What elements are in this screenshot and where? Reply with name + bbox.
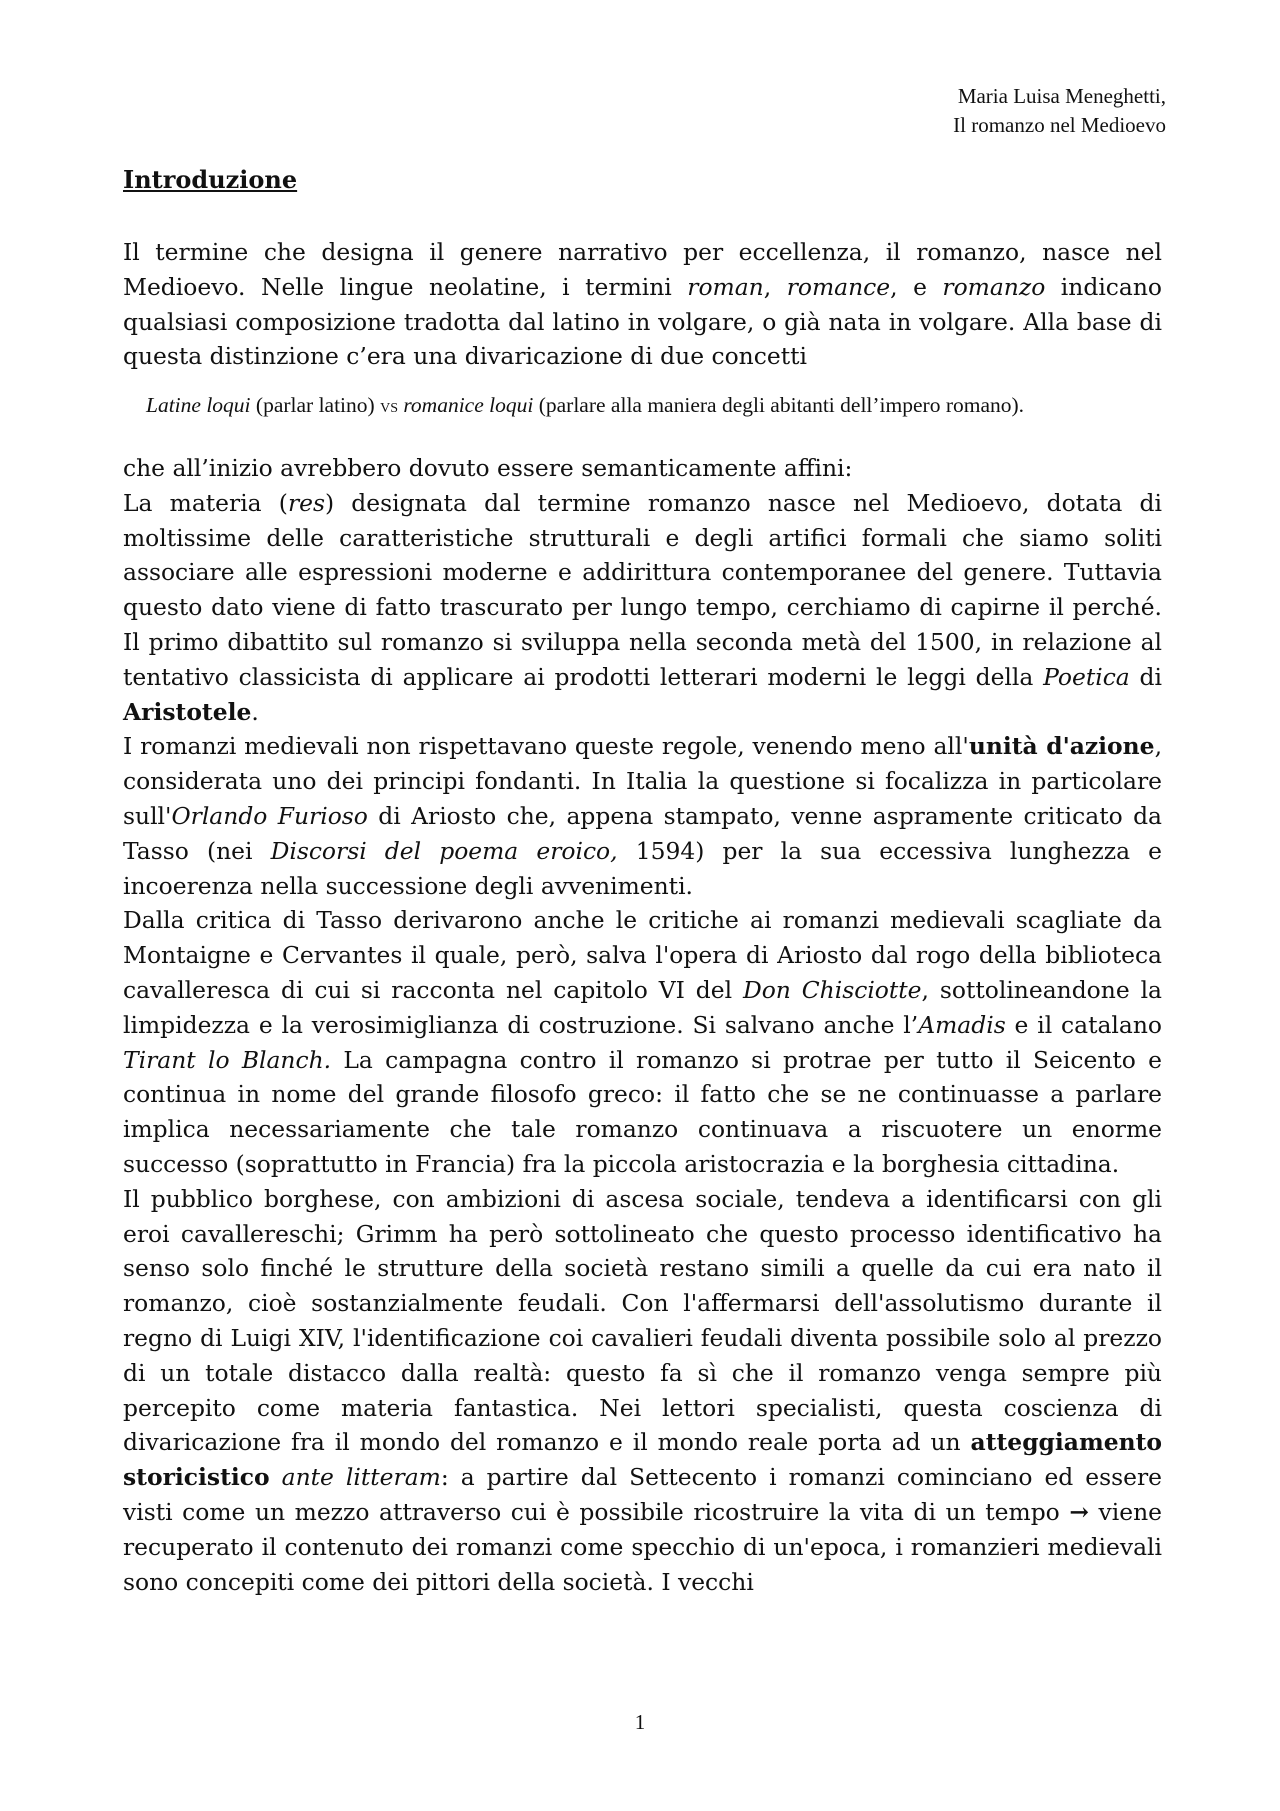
text-run: ) designata dal termine romanzo nasce nel Medioevo, dotata di moltissime delle caratteristiche strutturali e degli artifici formali che siamo soliti associare alle espressioni moderne e addirittura contemporanee del genere. Tuttavia questo dato viene di fatto trascurato per lungo tempo, cerchiamo di capirne il perché. Il primo dibattito sul romanzo si sviluppa nella seconda metà del 1500, in relazione al tentativo classicista di applicare ai prodotti letterari moderni le leggi della bbox=[123, 488, 1162, 691]
latin-term-1: Latine loqui bbox=[146, 393, 251, 417]
latin-quote bbox=[146, 390, 1186, 424]
running-header bbox=[953, 82, 1166, 140]
term-don-chisciotte: Don Chisciotte bbox=[742, 975, 922, 1004]
term-poetica: Poetica bbox=[1043, 662, 1130, 691]
intro-text: Il termine che designa il genere narrativo per eccellenza, il romanzo, nasce nel Medioevo. Nelle lingue neolatine, i termini bbox=[123, 238, 1162, 301]
term-ante-litteram: ante litteram bbox=[281, 1463, 441, 1492]
term-tirant-lo-blanch: Tirant lo Blanch. bbox=[123, 1045, 332, 1074]
text-run: I romanzi medievali non rispettavano queste regole, venendo meno all' bbox=[123, 732, 969, 761]
intro-text: , e bbox=[890, 272, 943, 301]
text-run: 1594) per la sua eccessiva lunghezza e incoerenza nella successione degli avvenimenti. bbox=[123, 836, 1162, 900]
text-run: , sottolineandone la limpidezza e la verosimiglianza di costruzione. Si salvano anche l’ bbox=[123, 975, 1163, 1039]
paragraph-dalla-critica bbox=[123, 903, 1162, 1181]
paragraph-materia bbox=[123, 486, 1162, 730]
paragraph-romanzi bbox=[123, 729, 1162, 903]
term-amadis: Amadis bbox=[918, 1010, 1006, 1039]
header-author: Maria Luisa Meneghetti, bbox=[957, 84, 1166, 108]
term-romance: romance bbox=[786, 272, 891, 301]
text-run: Il pubblico borghese, con ambizioni di ascesa sociale, tendeva a identificarsi con gli eroi cavallereschi; Grimm ha però sottolineato che questo processo identificativo ha senso solo finché le strutture della società restano simili a quelle da cui era nato il romanzo, cioè sostanzialmente feudali. Con l'affermarsi dell'assolutismo durante il regno di Luigi XIV, l'identificazione coi cavalieri feudali diventa possibile solo al prezzo di un totale distacco dalla realtà: questo fa sì che il romanzo venga sempre più percepito come materia fantastica. Nei lettori specialisti, questa coscienza di divaricazione fra il mondo del romanzo e il mondo reale porta ad un bbox=[123, 1184, 1162, 1457]
latin-gloss-2: (parlare alla maniera degli abitanti dell’impero romano). bbox=[533, 393, 1025, 417]
term-roman: roman bbox=[687, 272, 764, 301]
text-run: , considerata uno dei principi fondanti. In Italia la questione si focalizza in particolare sull' bbox=[123, 732, 1162, 830]
text-run: e il catalano bbox=[1005, 1010, 1162, 1039]
text-run bbox=[270, 1463, 282, 1491]
text-run: . bbox=[251, 697, 259, 726]
term-orlando-furioso: Orlando Furioso bbox=[171, 801, 368, 830]
page-number: 1 bbox=[634, 1710, 646, 1734]
text-run: di Ariosto che, appena stampato, venne aspramente criticato da Tasso (nei bbox=[123, 801, 1162, 865]
term-atteggiamento: atteggiamento storicistico bbox=[123, 1428, 1162, 1492]
versus-label: VS bbox=[380, 401, 398, 416]
intro-text: indicano qualsiasi composizione tradotta dal latino in volgare, o già nata in volgare. Alla base di questa distinzione c’era una divaricazione di due concetti bbox=[123, 272, 1162, 371]
main-text bbox=[123, 451, 1162, 1599]
text-run: La materia ( bbox=[123, 488, 288, 517]
latin-term-2: romanice loqui bbox=[403, 393, 534, 417]
text-run: di bbox=[1129, 662, 1163, 691]
intro-paragraph bbox=[123, 235, 1162, 374]
term-res: res bbox=[287, 488, 325, 517]
text-run: : a partire dal Settecento i romanzi cominciano ed essere visti come un mezzo attraverso cui è possibile ricostruire la vita di un tempo bbox=[123, 1463, 1163, 1526]
header-work: Il romanzo nel Medioevo bbox=[953, 113, 1166, 137]
intro-text: , bbox=[763, 272, 787, 301]
term-aristotele: Aristotele bbox=[123, 697, 252, 726]
page-title: Introduzione bbox=[123, 165, 298, 194]
text-run: La campagna contro il romanzo si protrae per tutto il Seicento e continua in nome del grande filosofo greco: il fatto che se ne continuasse a parlare implica necessariamente che tale romanzo continuava a riscuotere un enorme successo (soprattutto in Francia) fra la piccola aristocrazia e la borghesia cittadina. bbox=[123, 1045, 1163, 1178]
text-run: viene recuperato il contenuto dei romanzi come specchio di un'epoca, i romanzieri medievali sono concepiti come dei pittori della società. I vecchi bbox=[123, 1497, 1162, 1596]
paragraph-semantic: che all’inizio avrebbero dovuto essere semanticamente affini: bbox=[123, 454, 853, 482]
text-run: Dalla critica di Tasso derivarono anche le critiche ai romanzi medievali scagliate da Montaigne e Cervantes il quale, però, salva l'opera di Ariosto dal rogo della biblioteca cavalleresca di cui si racconta nel capitolo VI del bbox=[123, 906, 1162, 1004]
term-unita-azione: unità d'azione bbox=[968, 732, 1155, 761]
arrow-icon: → bbox=[1069, 1497, 1089, 1526]
paragraph-pubblico bbox=[123, 1182, 1162, 1600]
term-romanzo: romanzo bbox=[942, 272, 1046, 301]
latin-gloss-1: (parlar latino) bbox=[250, 393, 381, 417]
term-discorsi: Discorsi del poema eroico, bbox=[270, 836, 618, 865]
